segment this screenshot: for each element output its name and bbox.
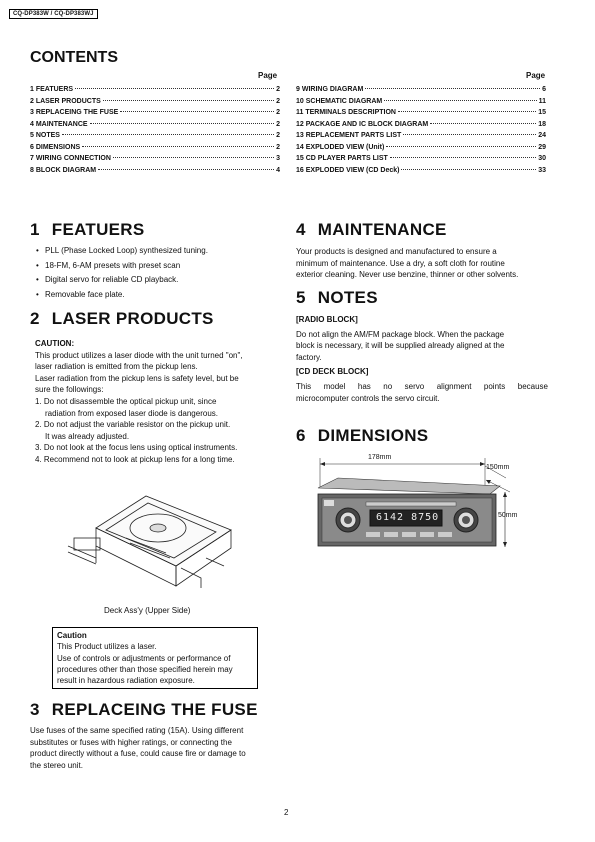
- toc-entry[interactable]: [30, 144, 280, 156]
- fuse-line: product directly without a fuse, could cause fire or damage to: [30, 749, 246, 759]
- depth-dimension-label: 150mm: [486, 464, 510, 471]
- toc-entry[interactable]: [296, 86, 546, 98]
- notes-line: factory.: [296, 352, 322, 362]
- step-text: 3. Do not look at the focus lens using optical instruments.: [35, 443, 238, 453]
- laser-line: sure the followings:: [35, 385, 104, 395]
- toc-entry-label: 15 CD PLAYER PARTS LIST: [296, 155, 388, 162]
- toc-entry-page: 2: [276, 132, 280, 139]
- section-title-text: REPLACEING THE FUSE: [51, 700, 258, 719]
- toc-entry[interactable]: [30, 86, 280, 98]
- caution-box: [52, 627, 258, 689]
- toc-entry-page: 2: [276, 143, 280, 151]
- notes-line: microcomputer controls the servo circuit.: [296, 393, 440, 403]
- toc-entry[interactable]: [30, 121, 280, 133]
- section-title-text: MAINTENANCE: [317, 220, 447, 239]
- section-number: 2: [30, 309, 40, 328]
- page-number: 2: [284, 808, 289, 817]
- section-number: 5: [296, 288, 306, 307]
- model-code: CQ-DP383W / CQ-DP383WJ: [13, 11, 94, 17]
- fuse-text: [30, 725, 280, 771]
- caution-box-title: Caution: [57, 631, 87, 640]
- list-item: [35, 442, 285, 454]
- step-continuation: radiation from exposed laser diode is dangerous.: [45, 408, 218, 418]
- deck-assembly-drawing: [66, 488, 236, 598]
- section-number: 6: [296, 426, 306, 445]
- toc-entry-page: 29: [538, 143, 546, 151]
- section-title-text: NOTES: [317, 288, 378, 307]
- list-item: [35, 419, 285, 442]
- toc-entry-page: 2: [276, 109, 280, 116]
- list-item: [35, 454, 285, 466]
- toc-entry-label: 2 LASER PRODUCTS: [30, 97, 101, 105]
- fuse-line: Use fuses of the same specified rating (15A). Using different: [30, 726, 244, 735]
- toc-entry-page: 2: [276, 120, 280, 128]
- fuse-line: substitutes or fuses with higher ratings, or connecting the: [30, 737, 232, 747]
- section-number: 3: [30, 700, 40, 719]
- toc-entry-label: 4 MAINTENANCE: [30, 120, 88, 128]
- radio-block-header: [RADIO BLOCK]: [296, 315, 358, 324]
- toc-entry-label: 8 BLOCK DIAGRAM: [30, 166, 97, 174]
- toc-entry-label: 3 REPLACEING THE FUSE: [30, 109, 119, 116]
- laser-line: laser radiation is emitted from the pickup lens.: [35, 362, 198, 372]
- toc-entry[interactable]: [296, 109, 546, 121]
- maintenance-line: exterior cleaning. Never use benzine, thinner or other solvents.: [296, 270, 519, 280]
- list-item: • 18-FM, 6-AM presets with preset scan: [36, 259, 286, 274]
- toc-entry[interactable]: [30, 167, 280, 179]
- deck-caption: Deck Ass'y (Upper Side): [104, 606, 191, 615]
- section-number: 4: [296, 220, 306, 239]
- toc-entry-label: 13 REPLACEMENT PARTS LIST: [296, 132, 402, 139]
- toc-entry-label: 5 NOTES: [30, 132, 60, 139]
- toc-entry-page: 2: [276, 97, 280, 105]
- features-list: [36, 244, 286, 302]
- toc-entry-label: 7 WIRING CONNECTION: [30, 155, 111, 162]
- toc-entry-page: 4: [276, 166, 280, 174]
- toc-entry-label: 6 DIMENSIONS: [30, 143, 81, 151]
- toc-entry[interactable]: [30, 109, 280, 121]
- page-header-left: Page: [258, 71, 278, 80]
- caution-box-line: result in hazardous radiation exposure.: [57, 676, 195, 686]
- notes-text: [296, 314, 548, 404]
- page-header-right: Page: [526, 71, 546, 80]
- toc-right: [296, 86, 546, 178]
- section-title-text: FEATUERS: [51, 220, 145, 239]
- toc-entry-page: 30: [538, 155, 546, 162]
- toc-entry-page: 18: [538, 120, 546, 128]
- notes-line: Do not align the AM/FM package block. When the package: [296, 329, 505, 339]
- step-text: 1. Do not disassemble the optical pickup unit, since: [35, 396, 217, 406]
- toc-entry-label: 12 PACKAGE AND IC BLOCK DIAGRAM: [296, 120, 429, 128]
- toc-entry-page: 3: [276, 155, 280, 162]
- section-title-features: [30, 220, 145, 240]
- height-dimension-label: 50mm: [498, 512, 518, 519]
- toc-entry-page: 24: [538, 132, 546, 139]
- toc-entry[interactable]: [296, 121, 546, 133]
- section-title-dimensions: [296, 426, 428, 446]
- notes-line: block is necessary, it will be supplied already aligned at the: [296, 341, 505, 351]
- caution-box-line: Use of controls or adjustments or performance of: [57, 653, 231, 663]
- toc-entry-page: 15: [538, 109, 546, 116]
- caution-box-line: This Product utilizes a laser.: [57, 642, 157, 652]
- list-item: • PLL (Phase Locked Loop) synthesized tuning.: [36, 244, 286, 259]
- model-code-box: [9, 9, 98, 19]
- toc-entry[interactable]: [296, 98, 546, 110]
- list-item: [35, 396, 285, 419]
- toc-entry[interactable]: [30, 132, 280, 144]
- fuse-line: the stereo unit.: [30, 760, 83, 770]
- laser-line: Laser radiation from the pickup lens is safety level, but be: [35, 373, 239, 383]
- toc-entry[interactable]: [30, 155, 280, 167]
- laser-text: [35, 338, 285, 466]
- toc-entry-label: 11 TERMINALS DESCRIPTION: [296, 109, 396, 116]
- section-title-notes: [296, 288, 378, 308]
- section-number: 1: [30, 220, 40, 239]
- toc-entry-page: 6: [542, 86, 546, 93]
- notes-line: This model has no servo alignment points because: [296, 381, 548, 391]
- toc-left: [30, 86, 280, 178]
- contents-title: CONTENTS: [30, 49, 118, 66]
- toc-entry[interactable]: [30, 98, 280, 110]
- section-title-fuse: [30, 700, 258, 720]
- list-item: • Removable face plate.: [36, 288, 286, 303]
- toc-entry-page: 11: [538, 97, 546, 105]
- maintenance-line: minimum of maintenance. Use a dry, a soft cloth for routine: [296, 258, 505, 268]
- step-text: 4. Recommend not to look at pickup lens for a long time.: [35, 454, 235, 464]
- toc-entry[interactable]: [296, 167, 546, 179]
- laser-line: This product utilizes a laser diode with the unit turned "on",: [35, 350, 243, 360]
- toc-entry-label: 16 EXPLODED VIEW (CD Deck): [296, 166, 400, 174]
- section-title-text: DIMENSIONS: [317, 426, 429, 445]
- toc-entry-label: 1 FEATUERS: [30, 86, 74, 93]
- toc-entry[interactable]: [296, 132, 546, 144]
- list-item: • Digital servo for reliable CD playback.: [36, 273, 286, 288]
- step-text: 2. Do not adjust the variable resistor on the pickup unit.: [35, 420, 231, 430]
- section-title-laser: [30, 309, 214, 329]
- toc-entry-label: 10 SCHEMATIC DIAGRAM: [296, 97, 383, 105]
- toc-entry-label: 14 EXPLODED VIEW (Unit): [296, 143, 385, 151]
- section-title-text: LASER PRODUCTS: [51, 309, 214, 328]
- unit-display-readout: 6142 8750: [376, 512, 440, 523]
- notes-line-justified: [296, 381, 548, 393]
- maintenance-line: Your products is designed and manufactured to ensure a: [296, 247, 497, 256]
- maintenance-text: [296, 246, 548, 281]
- cd-deck-block-header: [CD DECK BLOCK]: [296, 367, 369, 377]
- laser-steps: [35, 396, 285, 466]
- toc-entry-page: 33: [538, 166, 546, 174]
- section-title-maintenance: [296, 220, 447, 240]
- toc-entry-page: 2: [276, 86, 280, 93]
- caution-box-line: procedures other than those specified herein may: [57, 664, 233, 674]
- step-continuation: It was already adjusted.: [45, 431, 130, 441]
- width-dimension-label: 178mm: [368, 454, 392, 461]
- toc-entry-label: 9 WIRING DIAGRAM: [296, 86, 364, 93]
- toc-entry[interactable]: [296, 144, 546, 156]
- toc-entry[interactable]: [296, 155, 546, 167]
- caution-label: CAUTION:: [35, 339, 75, 348]
